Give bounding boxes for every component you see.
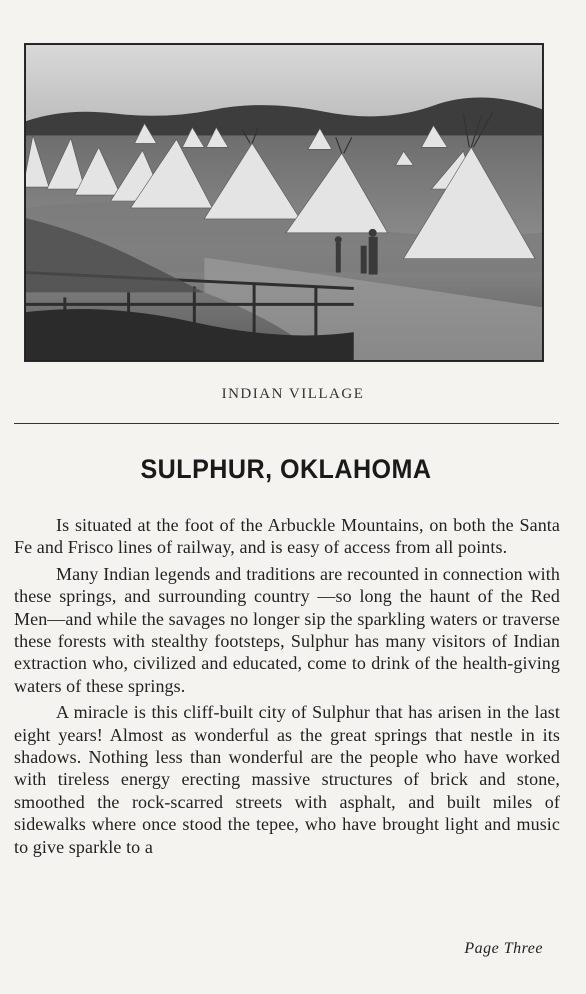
article-body [14, 514, 560, 862]
paragraph-2: Many Indian legends and traditions are recounted in connection with these springs, and surrounding country —so long the haunt of the Red Men—and while the savages no longer sip the sparkling waters or traverse these forests with stealthy footsteps, Sulphur has many visitors of Indian extraction who, civilized and educated, come to drink of the health-giving waters of these springs. [14, 563, 560, 696]
paragraph-1: Is situated at the foot of the Arbuckle Mountains, on both the Santa Fe and Frisco lines of railway, and is easy of access from all points. [14, 515, 560, 558]
paragraph-3: A miracle is this cliff-built city of Sulphur that has arisen in the last eight years! Almost as wonderful as the great springs that nestle in its shadows. Nothing less than wonderful are the people who have worked with tireless energy erecting massive structures of brick and stone, smoothed the rock-scarred streets with asphalt, and built miles of sidewalks where once stood the tepee, who have brought light and music to give sparkle to a [14, 702, 560, 857]
horizontal-divider [14, 423, 559, 424]
indian-village-photo [24, 43, 544, 362]
page-heading: SULPHUR, OKLAHOMA [140, 454, 432, 484]
tepee-village-illustration [25, 44, 543, 361]
photo-caption: INDIAN VILLAGE [221, 386, 365, 402]
page-number: Page Three [464, 940, 543, 957]
